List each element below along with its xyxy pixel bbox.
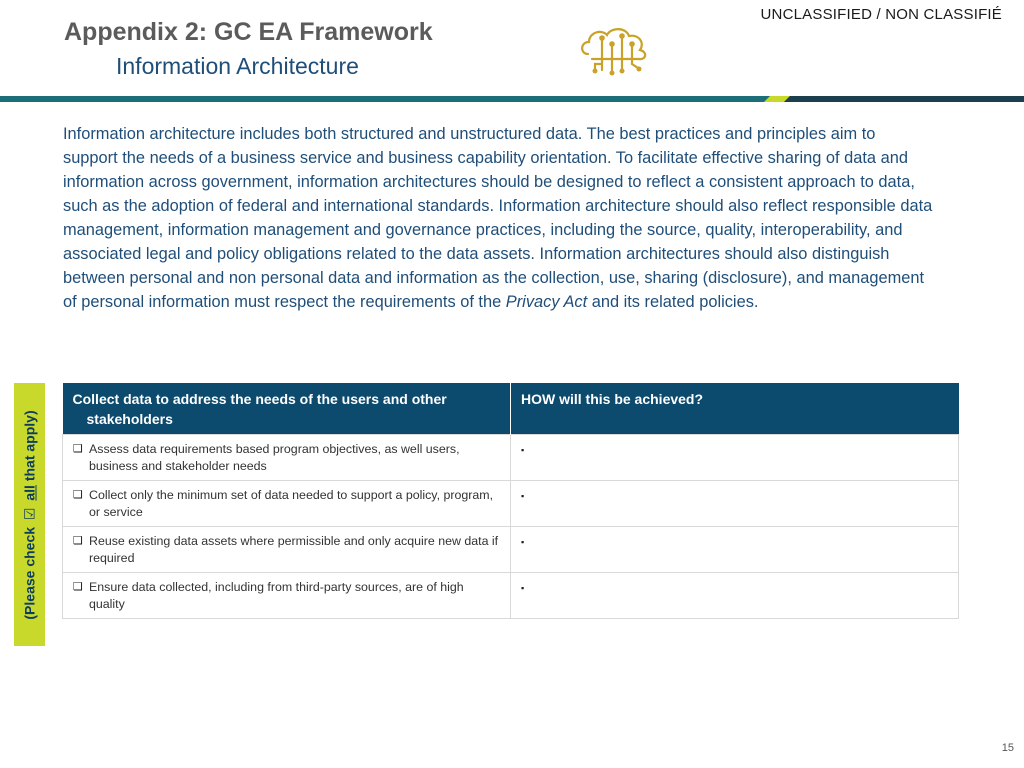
table-header-row xyxy=(63,383,959,435)
side-instruction-label: (Please check ☑ all that apply) xyxy=(21,409,37,620)
table-row xyxy=(63,573,959,619)
cloud-circuit-icon xyxy=(578,24,652,76)
how-achieved-cell[interactable] xyxy=(511,481,959,527)
checkbox-icon[interactable]: ❑ xyxy=(73,535,83,547)
privacy-act-reference: Privacy Act xyxy=(505,293,588,311)
intro-paragraph: Information architecture includes both structured and unstructured data. The best practices and principles aim to support the needs of a business service and business capability orientation. To facilitate effective sharing of data and information across government, information architectures should be designed to reflect a consistent approach to data, such as the adoption of federal and international standards. Information architecture should also reflect responsible data management, information management and governance practices, including the source, quality, interoperability, and associated legal and policy obligations related to the data assets. Information architectures should also distinguish between personal and non personal data and information as the collection, use, sharing (disclosure), and management of personal information must respect the requirements of the Privacy Act and its related policies. xyxy=(63,125,933,311)
how-achieved-cell[interactable] xyxy=(511,573,959,619)
how-achieved-cell[interactable] xyxy=(511,435,959,481)
page-title: Appendix 2: GC EA Framework xyxy=(64,18,433,46)
bullet-icon: ▪ xyxy=(521,537,525,547)
header-collect-data: Collect data to address the needs of the users and other stakeholders xyxy=(63,383,511,435)
table-row xyxy=(63,481,959,527)
bullet-icon: ▪ xyxy=(521,445,525,455)
checklist-item[interactable] xyxy=(63,481,511,527)
table-row xyxy=(63,527,959,573)
checklist-table xyxy=(62,383,959,619)
table-row xyxy=(63,435,959,481)
page-subtitle: Information Architecture xyxy=(116,53,359,79)
bullet-icon: ▪ xyxy=(521,583,525,593)
header-how-achieved: HOW will this be achieved? xyxy=(511,383,959,435)
checkbox-icon[interactable]: ❑ xyxy=(73,443,83,455)
side-instruction-tab xyxy=(14,383,45,646)
checklist-item-label: Ensure data collected, including from third-party sources, are of high quality xyxy=(89,580,464,611)
bullet-icon: ▪ xyxy=(521,491,525,501)
checklist-item-label: Collect only the minimum set of data needed to support a policy, program, or service xyxy=(89,488,494,519)
checkbox-icon[interactable]: ❑ xyxy=(73,581,83,593)
header-divider xyxy=(0,96,1024,102)
classification-label: UNCLASSIFIED / NON CLASSIFIÉ xyxy=(760,6,1002,23)
checklist-item[interactable] xyxy=(63,573,511,619)
checklist-item[interactable] xyxy=(63,527,511,573)
how-achieved-cell[interactable] xyxy=(511,527,959,573)
checklist-item-label: Assess data requirements based program objectives, as well users, business and stakeholder needs xyxy=(89,442,460,473)
checklist-item-label: Reuse existing data assets where permissible and only acquire new data if required xyxy=(89,534,499,565)
page-number: 15 xyxy=(1001,742,1014,754)
checked-box-icon: ☑ xyxy=(21,507,37,520)
checkbox-icon[interactable]: ❑ xyxy=(73,489,83,501)
checklist-item[interactable] xyxy=(63,435,511,481)
